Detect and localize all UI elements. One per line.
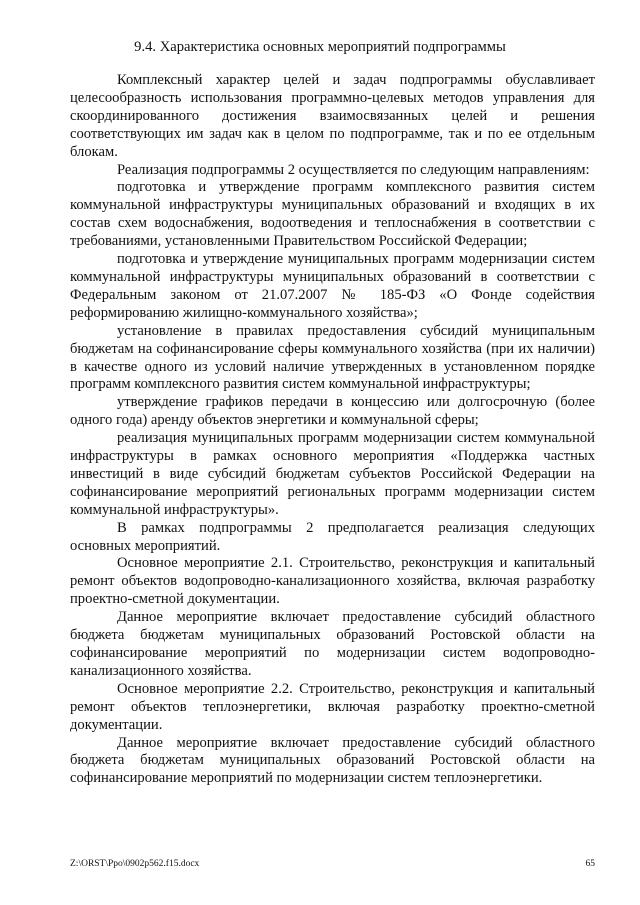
- paragraph: Основное мероприятие 2.1. Строительство, реконструкция и капитальный ремонт объектов водопроводно-канализационного хозяйства, включая разработку проектно-сметной документации.: [70, 555, 595, 608]
- paragraph: Комплексный характер целей и задач подпрограммы обуславливает целесообразность использования программно-целевых методов управления для скоординированного достижения взаимосвязанных целей и решения соответствующих им задач как в целом по подпрограмме, так и по ее отдельным блокам.: [70, 72, 595, 160]
- paragraph: Данное мероприятие включает предоставление субсидий областного бюджета бюджетам муниципальных образований Ростовской области на софинансирование мероприятий по модернизации систем водопроводно-канализационного хозяйства.: [70, 609, 595, 679]
- footer-page-number: 65: [585, 859, 595, 869]
- section-heading: 9.4. Характеристика основных мероприятий подпрограммы: [134, 39, 506, 55]
- paragraph: В рамках подпрограммы 2 предполагается реализация следующих основных мероприятий.: [70, 519, 595, 554]
- paragraph: Данное мероприятие включает предоставление субсидий областного бюджета бюджетам муниципальных образований Ростовской области на софинансирование мероприятий по модернизации систем теплоэнергетики.: [70, 734, 595, 787]
- paragraph: утверждение графиков передачи в концессию или долгосрочную (более одного года) аренду объектов энергетики и коммунальной сферы;: [70, 394, 595, 429]
- paragraph: установление в правилах предоставления субсидий муниципальным бюджетам на софинансирование сферы коммунального хозяйства (при их наличии) в качестве одного из условий наличие утвержденных в установленном порядке программ комплексного развития систем коммунальной инфраструктуры;: [70, 322, 595, 393]
- paragraph: Реализация подпрограммы 2 осуществляется по следующим направлениям:: [117, 161, 590, 178]
- document-body: [70, 72, 595, 788]
- footer-file-path: Z:\ORST\Ppo\0902p562.f15.docx: [70, 859, 200, 869]
- paragraph: реализация муниципальных программ модернизации систем коммунальной инфраструктуры в рамках основного мероприятия «Поддержка частных инвестиций в виде субсидий бюджетам субъектов Российской Федерации на софинансирование мероприятий региональных программ модернизации систем коммунальной инфраструктуры».: [70, 430, 595, 518]
- paragraph: подготовка и утверждение муниципальных программ модернизации систем коммунальной инфраструктуры муниципальных образований в соответствии с Федеральным законом от 21.07.2007 № 185-ФЗ «О Фонде содействия реформированию жилищно-коммунального хозяйства»;: [70, 251, 595, 321]
- paragraph: подготовка и утверждение программ комплексного развития систем коммунальной инфраструктуры муниципальных образований и входящих в их состав схем водоснабжения, водоотведения и теплоснабжения в соответствии с требованиями, установленными Правительством Российской Федерации;: [70, 179, 595, 250]
- paragraph: Основное мероприятие 2.2. Строительство, реконструкция и капитальный ремонт объектов теплоэнергетики, включая разработку проектно-сметной документации.: [70, 680, 595, 733]
